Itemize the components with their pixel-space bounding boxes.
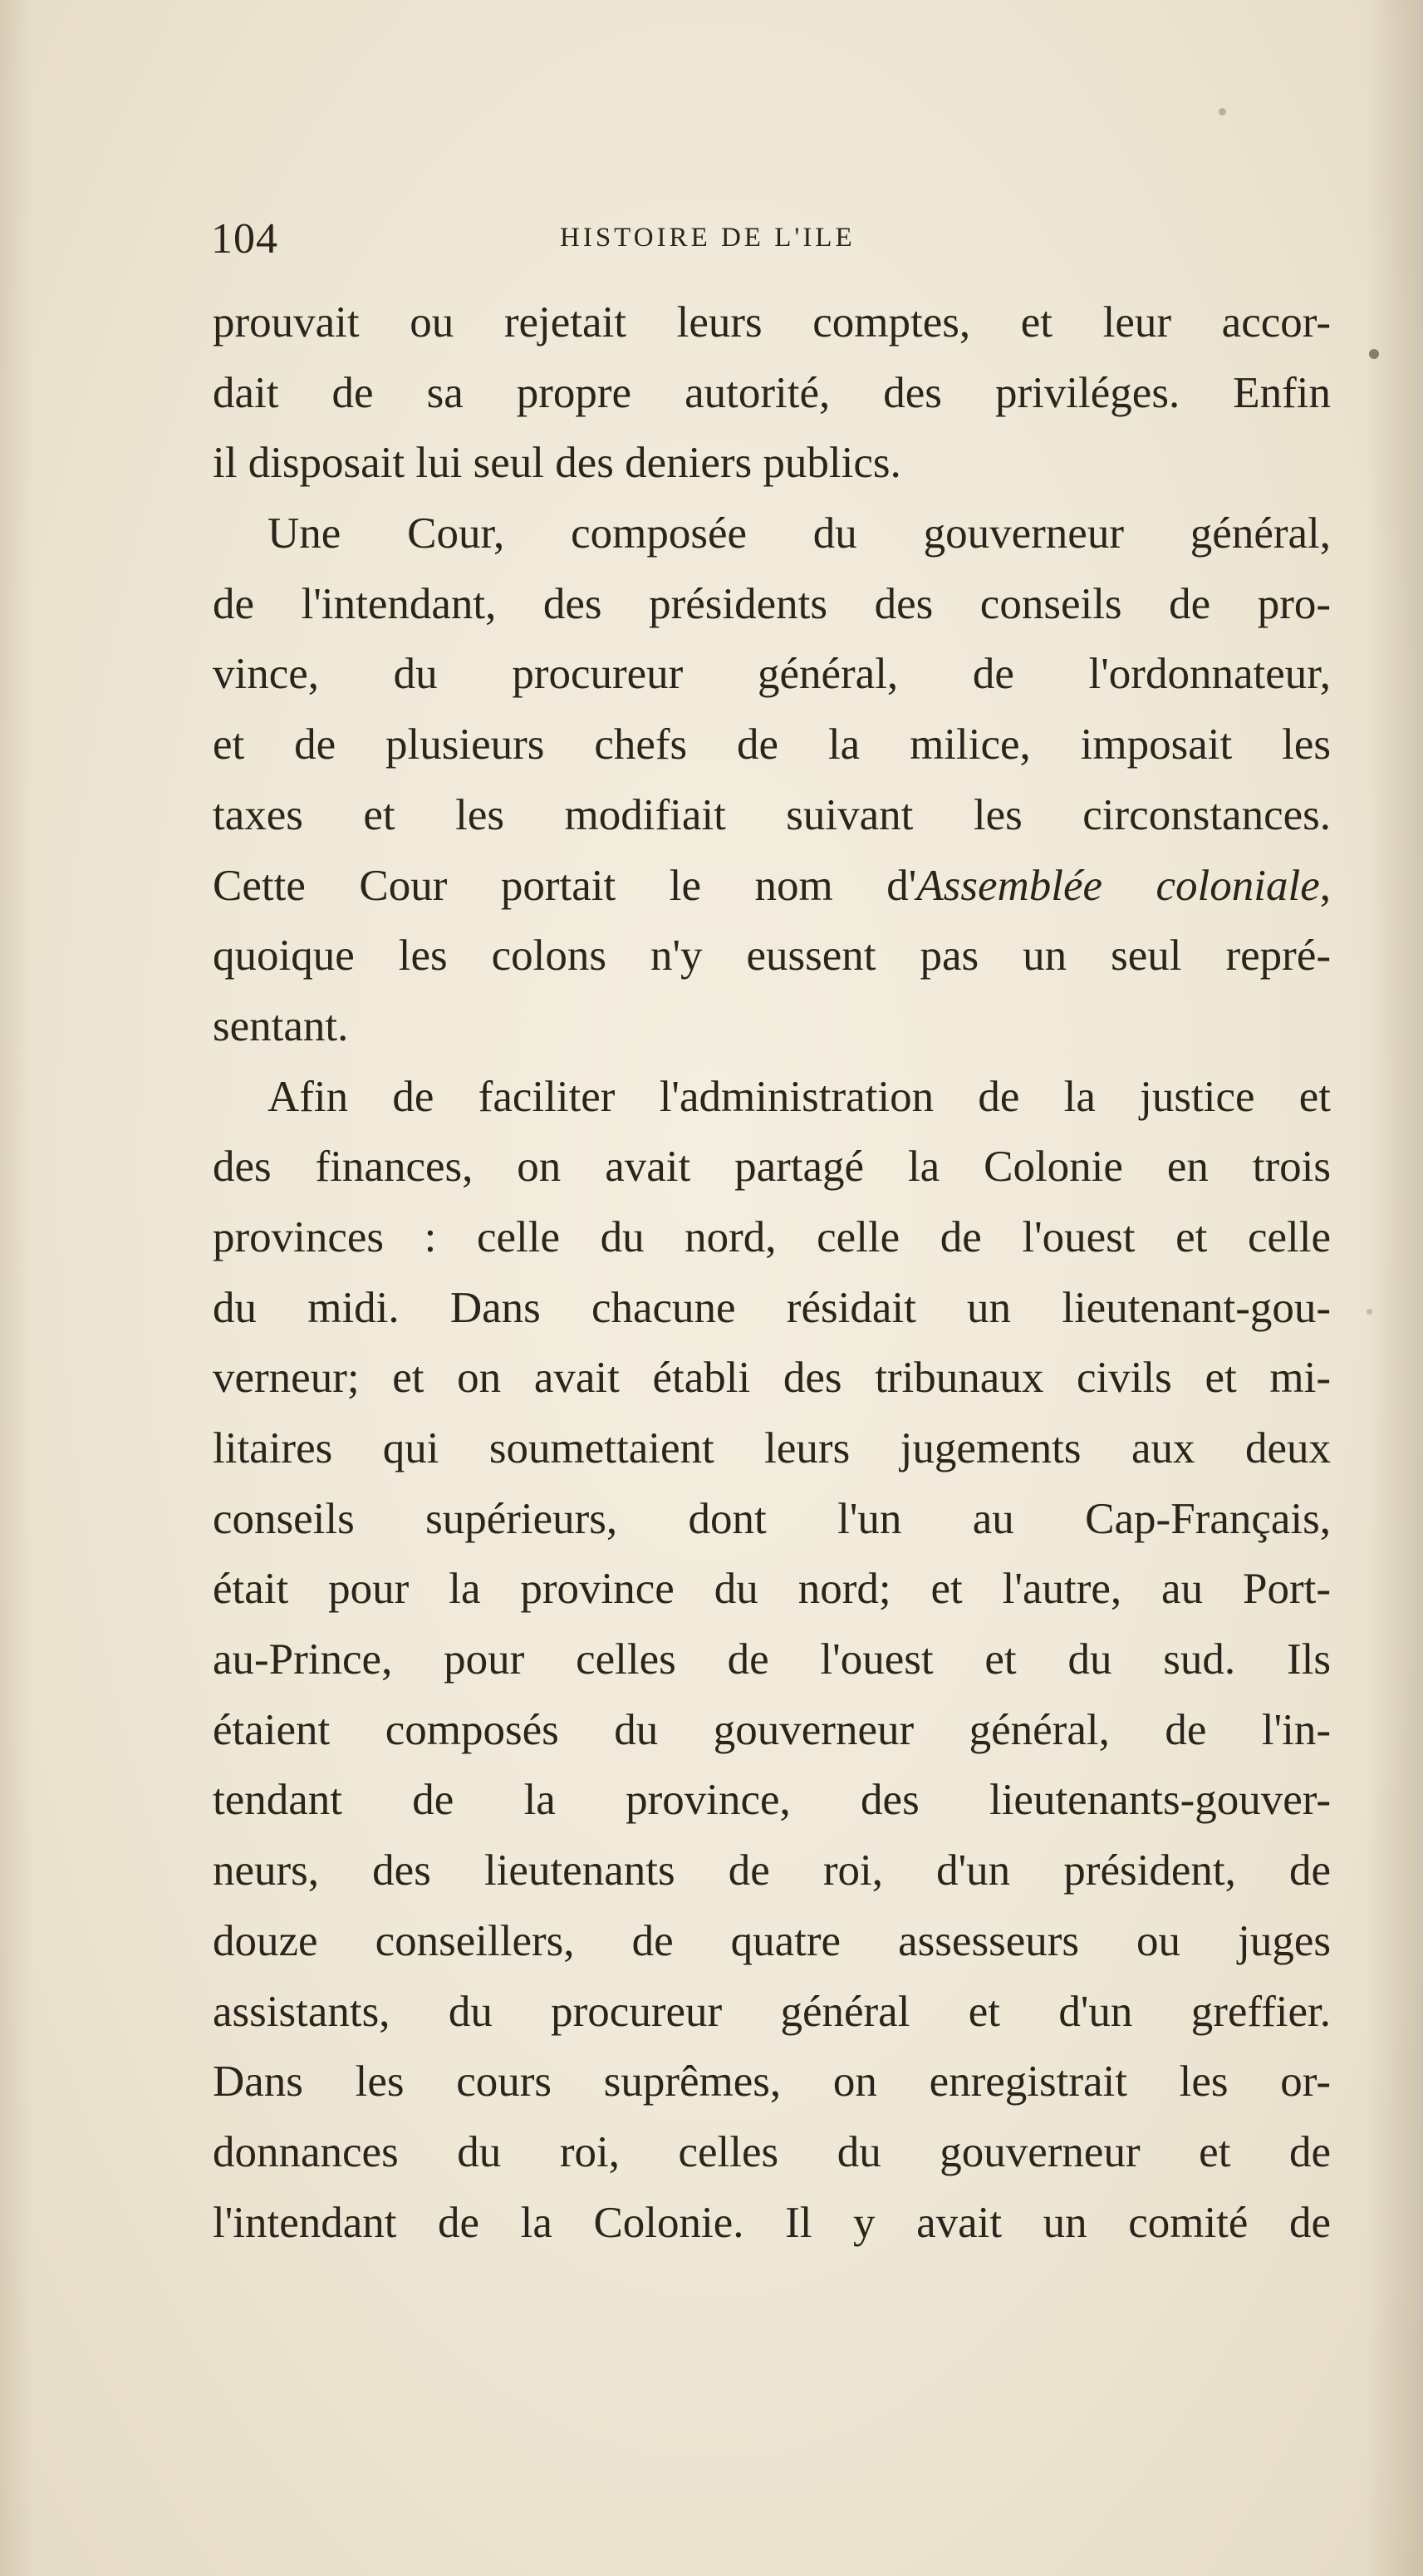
text-line: conseils supérieurs, dont l'un au Cap-Français,: [213, 1494, 1331, 1543]
text-line: Afin de faciliter l'administration de la justice et: [267, 1072, 1331, 1121]
text-line: il disposait lui seul des deniers publics.: [213, 439, 901, 488]
text-line: litaires qui soumettaient leurs jugements aux deux: [213, 1424, 1331, 1472]
text-line: de l'intendant, des présidents des conseils de pro-: [213, 579, 1331, 628]
text-line: l'intendant de la Colonie. Il y avait un comité de: [213, 2198, 1331, 2247]
text-line: douze conseillers, de quatre assesseurs ou juges: [213, 1916, 1331, 1965]
text-line: était pour la province du nord; et l'autre, au Port-: [213, 1565, 1331, 1614]
text-line: Dans les cours suprêmes, on enregistrait les or-: [213, 2057, 1331, 2107]
running-title: HISTOIRE DE L'ILE: [560, 223, 856, 253]
text-line: Une Cour, composée du gouverneur général,: [267, 509, 1331, 558]
text-line: sentant.: [213, 1001, 349, 1050]
text-line: taxes et les modifiait suivant les circonstances.: [213, 790, 1331, 839]
text-line: quoique les colons n'y eussent pas un seul repré-: [213, 932, 1331, 981]
text-line: étaient composés du gouverneur général, de l'in-: [213, 1705, 1331, 1754]
page-header: [211, 214, 1329, 264]
body-text: [213, 288, 1331, 2258]
text-line: et de plusieurs chefs de la milice, imposait les: [213, 720, 1331, 769]
text-line: neurs, des lieutenants de roi, d'un président, de: [213, 1846, 1331, 1895]
page-number: 104: [211, 215, 278, 263]
spine-shadow: [1365, 0, 1423, 2576]
italic-term: Assemblée coloniale: [916, 861, 1320, 910]
text-line: donnances du roi, celles du gouverneur et de: [213, 2127, 1331, 2176]
ink-spot: [1219, 108, 1226, 116]
text-line: verneur; et on avait établi des tribunaux civils et mi-: [213, 1354, 1331, 1403]
text-line: des finances, on avait partagé la Colonie en trois: [213, 1143, 1331, 1192]
ink-spot: [1369, 349, 1379, 359]
ink-spot: [1367, 1309, 1372, 1315]
text-segment: Cette Cour portait le nom d': [213, 861, 917, 910]
page-edge-shadow: [0, 0, 33, 2576]
text-line: du midi. Dans chacune résidait un lieutenant-gou-: [213, 1283, 1331, 1332]
text-line: vince, du procureur général, de l'ordonnateur,: [213, 650, 1331, 699]
text-line: dait de sa propre autorité, des priviléges. Enfin: [213, 368, 1331, 417]
text-line: tendant de la province, des lieutenants-gouver-: [213, 1776, 1331, 1825]
text-segment: ,: [1319, 861, 1331, 910]
text-line: provinces : celle du nord, celle de l'ouest et celle: [213, 1212, 1331, 1261]
text-line: au-Prince, pour celles de l'ouest et du sud. Ils: [213, 1635, 1331, 1684]
text-line: assistants, du procureur général et d'un greffier.: [213, 1987, 1331, 2036]
text-line: prouvait ou rejetait leurs comptes, et leur accor-: [213, 298, 1331, 347]
text-line-with-italic: [213, 851, 1331, 922]
